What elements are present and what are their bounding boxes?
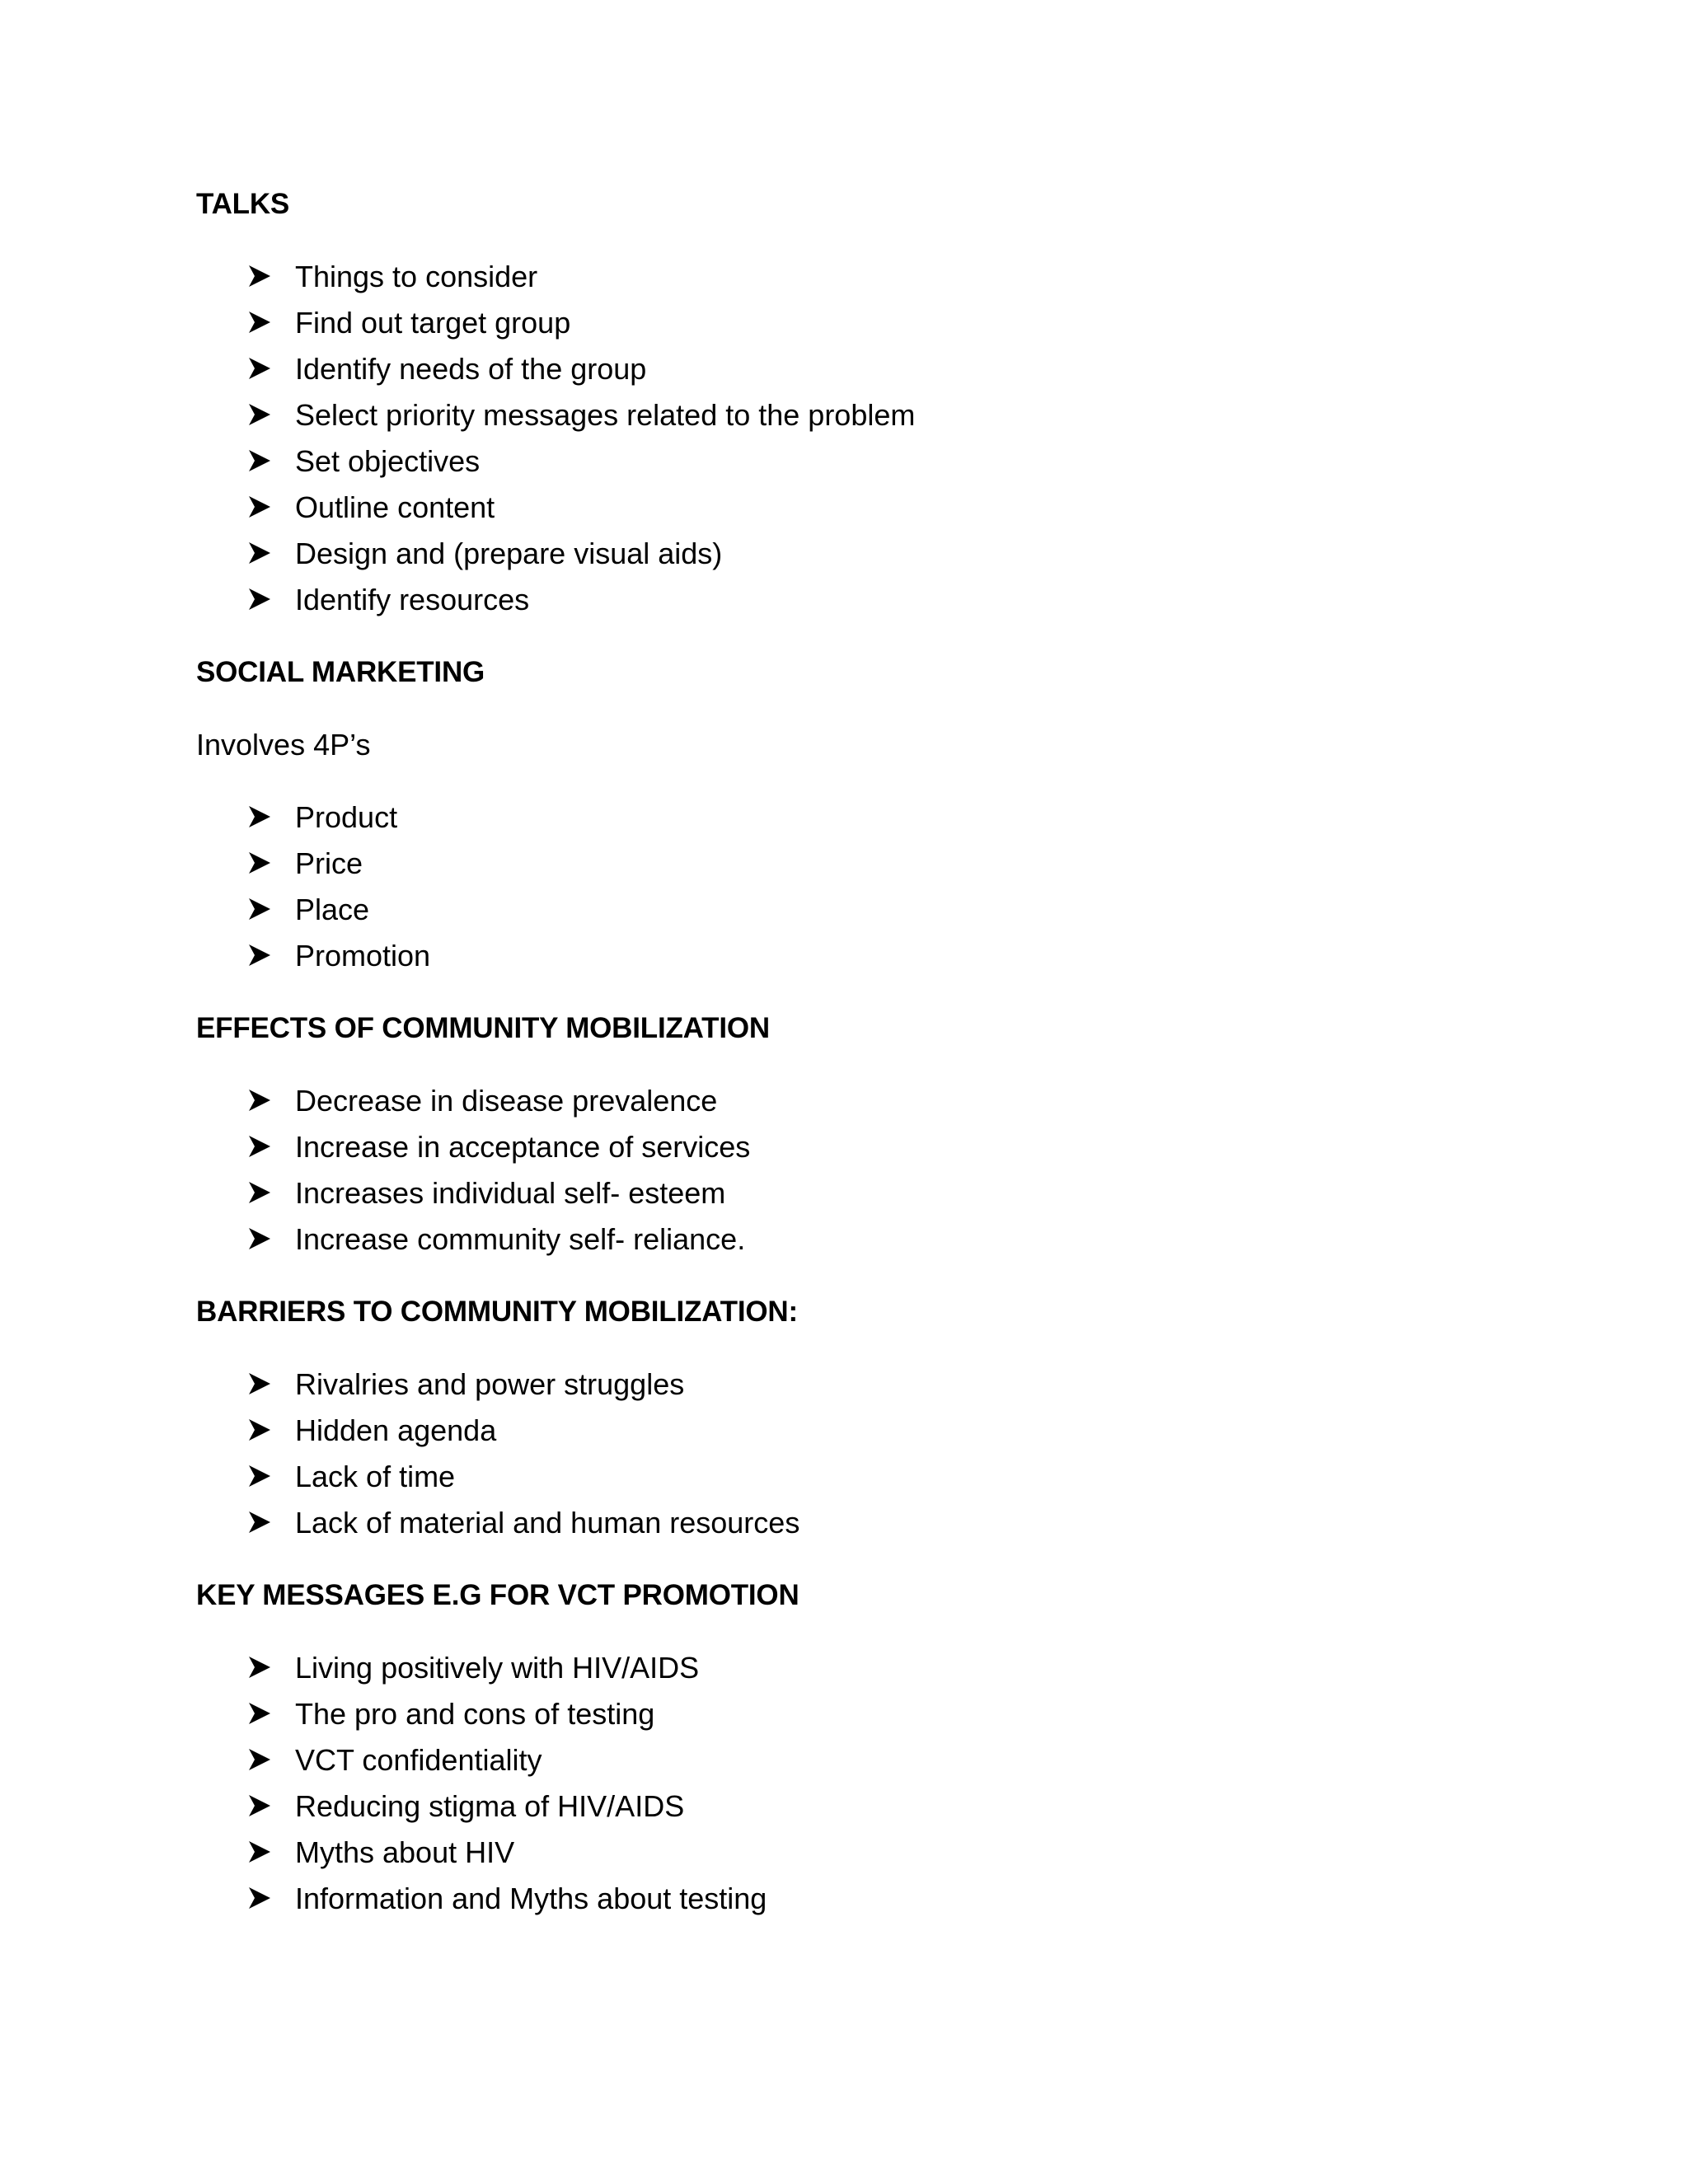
list-item xyxy=(196,438,1597,485)
list-item xyxy=(196,841,1597,887)
arrowhead-bullet-icon xyxy=(247,264,272,288)
list-item-text: Things to consider xyxy=(295,260,538,293)
list-item xyxy=(196,1783,1597,1830)
list-item-text: Rivalries and power struggles xyxy=(295,1367,685,1401)
list-item xyxy=(196,1078,1597,1124)
list-item xyxy=(196,1361,1597,1408)
list-item xyxy=(196,887,1597,933)
list-item-text: Increase in acceptance of services xyxy=(295,1130,751,1164)
list-item xyxy=(196,1500,1597,1546)
arrowhead-bullet-icon xyxy=(247,1840,272,1864)
list-item-text: Select priority messages related to the problem xyxy=(295,398,916,432)
list-item-text: Promotion xyxy=(295,939,431,972)
list-item-text: Information and Myths about testing xyxy=(295,1882,767,1915)
list-item-text: Myths about HIV xyxy=(295,1835,515,1869)
list-item-text: Product xyxy=(295,800,398,834)
list-item xyxy=(196,300,1597,346)
list-item-text: Lack of time xyxy=(295,1460,456,1493)
list-item xyxy=(196,1876,1597,1922)
list-item xyxy=(196,1454,1597,1500)
arrowhead-bullet-icon xyxy=(247,541,272,565)
list-item xyxy=(196,1645,1597,1691)
arrowhead-bullet-icon xyxy=(247,1747,272,1772)
arrowhead-bullet-icon xyxy=(247,1510,272,1535)
bullet-list xyxy=(196,254,1597,623)
list-item xyxy=(196,1170,1597,1216)
list-item xyxy=(196,1691,1597,1737)
list-item xyxy=(196,485,1597,531)
section-talks xyxy=(196,181,1597,623)
list-item-text: Place xyxy=(295,893,370,926)
section-barriers xyxy=(196,1289,1597,1546)
arrowhead-bullet-icon xyxy=(247,1418,272,1442)
list-item xyxy=(196,1737,1597,1783)
arrowhead-bullet-icon xyxy=(247,310,272,335)
arrowhead-bullet-icon xyxy=(247,1134,272,1159)
list-item xyxy=(196,1216,1597,1263)
arrowhead-bullet-icon xyxy=(247,1464,272,1488)
arrowhead-bullet-icon xyxy=(247,356,272,381)
list-item xyxy=(196,346,1597,392)
section-key-messages xyxy=(196,1572,1597,1922)
list-item xyxy=(196,794,1597,841)
section-heading: EFFECTS OF COMMUNITY MOBILIZATION xyxy=(196,1012,770,1044)
arrowhead-bullet-icon xyxy=(247,1371,272,1396)
arrowhead-bullet-icon xyxy=(247,804,272,829)
list-item xyxy=(196,1124,1597,1170)
list-item xyxy=(196,392,1597,438)
arrowhead-bullet-icon xyxy=(247,402,272,427)
list-item xyxy=(196,933,1597,979)
list-item xyxy=(196,1830,1597,1876)
list-item-text: Living positively with HIV/AIDS xyxy=(295,1651,700,1685)
list-item-text: Price xyxy=(295,846,363,880)
list-item xyxy=(196,254,1597,300)
arrowhead-bullet-icon xyxy=(247,897,272,921)
arrowhead-bullet-icon xyxy=(247,943,272,968)
bullet-list xyxy=(196,1078,1597,1263)
list-item-text: Set objectives xyxy=(295,444,481,478)
arrowhead-bullet-icon xyxy=(247,1180,272,1205)
arrowhead-bullet-icon xyxy=(247,587,272,612)
list-item-text: Lack of material and human resources xyxy=(295,1506,800,1540)
arrowhead-bullet-icon xyxy=(247,1886,272,1910)
section-social-marketing xyxy=(196,649,1597,979)
section-heading: KEY MESSAGES E.G FOR VCT PROMOTION xyxy=(196,1579,799,1611)
list-item xyxy=(196,1408,1597,1454)
list-item xyxy=(196,531,1597,577)
arrowhead-bullet-icon xyxy=(247,1655,272,1680)
list-item-text: Reducing stigma of HIV/AIDS xyxy=(295,1789,685,1823)
arrowhead-bullet-icon xyxy=(247,1088,272,1113)
bullet-list xyxy=(196,1645,1597,1922)
bullet-list xyxy=(196,794,1597,979)
list-item-text: Identify needs of the group xyxy=(295,352,647,386)
list-item-text: Decrease in disease prevalence xyxy=(295,1084,718,1118)
list-item-text: Design and (prepare visual aids) xyxy=(295,537,723,570)
document-page xyxy=(196,181,1597,1948)
section-heading: BARRIERS TO COMMUNITY MOBILIZATION: xyxy=(196,1296,798,1328)
list-item-text: Find out target group xyxy=(295,306,571,340)
list-item xyxy=(196,577,1597,623)
section-heading: SOCIAL MARKETING xyxy=(196,656,485,688)
list-item-text: The pro and cons of testing xyxy=(295,1697,655,1731)
arrowhead-bullet-icon xyxy=(247,1793,272,1818)
arrowhead-bullet-icon xyxy=(247,494,272,519)
section-heading: TALKS xyxy=(196,188,290,220)
list-item-text: Identify resources xyxy=(295,583,530,616)
section-effects xyxy=(196,1005,1597,1263)
section-intro: Involves 4P’s xyxy=(196,728,371,762)
arrowhead-bullet-icon xyxy=(247,1226,272,1251)
list-item-text: Hidden agenda xyxy=(295,1413,497,1447)
arrowhead-bullet-icon xyxy=(247,448,272,473)
arrowhead-bullet-icon xyxy=(247,1701,272,1726)
list-item-text: Outline content xyxy=(295,490,495,524)
list-item-text: Increases individual self- esteem xyxy=(295,1176,726,1210)
list-item-text: VCT confidentiality xyxy=(295,1743,542,1777)
bullet-list xyxy=(196,1361,1597,1546)
list-item-text: Increase community self- reliance. xyxy=(295,1222,746,1256)
arrowhead-bullet-icon xyxy=(247,851,272,875)
